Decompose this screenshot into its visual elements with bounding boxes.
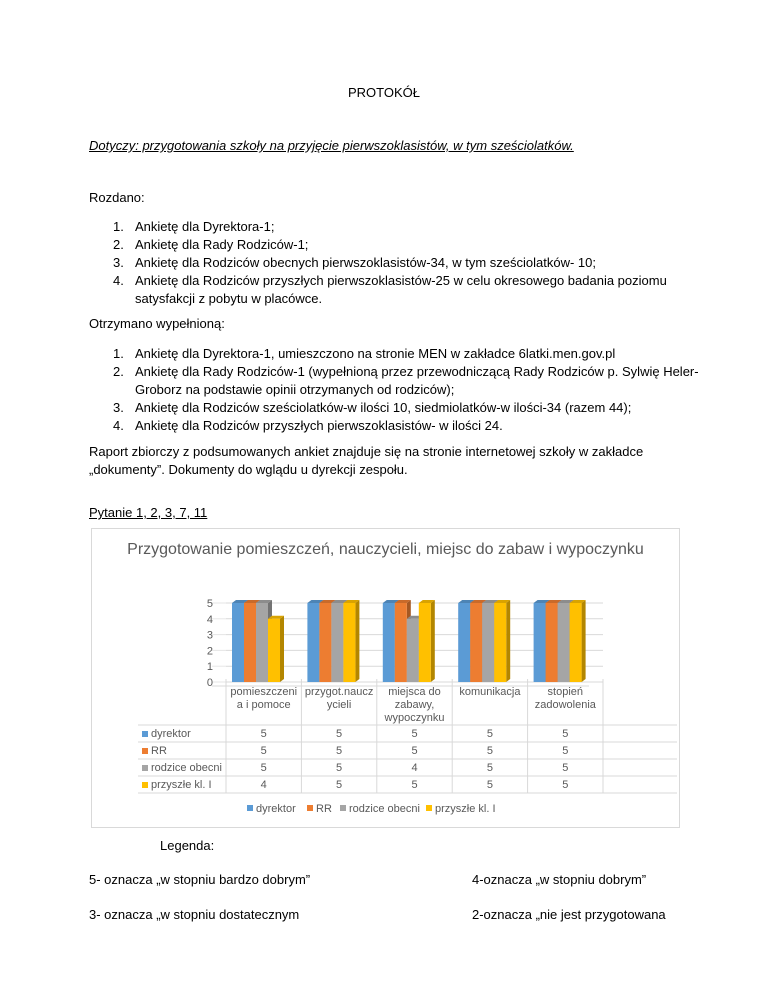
data-value: 5 [411, 779, 418, 791]
data-value: 4 [411, 762, 418, 774]
data-value: 5 [260, 728, 267, 740]
data-value: 5 [486, 745, 493, 757]
document-subject: Dotyczy: przygotowania szkoły na przyjęcie pierwszoklasistów, w tym sześciolatków. [89, 138, 574, 153]
list-item: 2. Ankietę dla Rady Rodziców-1; [113, 237, 309, 252]
legend-key [426, 805, 432, 811]
bar-przyszłe-kl.-i [268, 619, 280, 682]
list-item: 2. Ankietę dla Rady Rodziców-1 (wypełnioną przez przewodniczącą Rady Rodziców p. Sylwię Heler-Groborz na podstawie opinii otrzymanych od rodziców); [113, 364, 699, 397]
category-label: zabawy, [394, 699, 435, 711]
bar-side [431, 600, 435, 682]
table-legend-key [142, 748, 148, 754]
y-tick-label: 3 [206, 629, 213, 642]
category-label: a i pomoce [236, 699, 291, 711]
bar-rodzice-obecni [331, 603, 343, 682]
document-title: PROTOKÓŁ [347, 85, 420, 100]
category-label: zadowolenia [534, 699, 596, 711]
bar-rr [244, 603, 256, 682]
data-value: 5 [486, 728, 493, 740]
list-item: 3. Ankietę dla Rodziców sześciolatków-w ilości 10, siedmiolatków-w ilości-34 (razem 44); [113, 400, 632, 415]
bar-dyrektor [232, 603, 244, 682]
bar-rr [546, 603, 558, 682]
y-tick-label: 5 [206, 598, 213, 610]
list-item: 4. Ankietę dla Rodziców przyszłych pierwszoklasistów- w ilości 24. [113, 418, 503, 433]
legend-key [340, 805, 346, 811]
chart-title: Przygotowanie pomieszczeń, nauczycieli, miejsc do zabaw i wypoczynku [127, 541, 644, 558]
table-legend-key [142, 731, 148, 737]
legend-5: 5- oznacza „w stopniu bardzo dobrym” [89, 872, 311, 887]
data-value: 5 [336, 728, 343, 740]
bar-rodzice-obecni [256, 603, 268, 682]
table-series-label: rodzice obecni [151, 762, 222, 774]
data-value: 5 [260, 745, 267, 757]
data-value: 5 [562, 779, 569, 791]
data-value: 5 [486, 779, 493, 791]
chart-container [91, 528, 680, 828]
category-label: miejsca do [388, 686, 441, 698]
bar-dyrektor [458, 603, 470, 682]
data-value: 4 [260, 779, 267, 791]
bar-przyszłe-kl.-i [419, 603, 431, 682]
category-label: przygot.naucz [304, 686, 374, 698]
legend-label: RR [316, 803, 332, 815]
question-heading: Pytanie 1, 2, 3, 7, 11 [89, 505, 208, 520]
bar-przyszłe-kl.-i [570, 603, 582, 682]
data-value: 5 [562, 745, 569, 757]
legend-heading: Legenda: [160, 838, 215, 853]
bar-dyrektor [534, 603, 546, 682]
list-item: 4. Ankietę dla Rodziców przyszłych pierwszoklasistów-25 w celu okresowego badania poziomu satysfakcji z pobytu w placówce. [113, 273, 667, 306]
table-legend-key [142, 765, 148, 771]
category-label: wypoczynku [384, 712, 445, 724]
legend-3: 3- oznacza „w stopniu dostatecznym [89, 907, 300, 922]
data-value: 5 [562, 762, 569, 774]
bar-rodzice-obecni [482, 603, 494, 682]
y-tick-label: 2 [206, 645, 213, 658]
legend-key [307, 805, 313, 811]
received-list [89, 345, 725, 435]
legend-label: dyrektor [256, 803, 296, 815]
distributed-list [89, 218, 725, 308]
bar-rr [395, 603, 407, 682]
bar-side [582, 600, 586, 682]
legend-2: 2-oznacza „nie jest przygotowana [472, 907, 666, 922]
y-tick-label: 0 [206, 677, 213, 689]
category-label: komunikacja [459, 686, 521, 698]
category-label: pomieszczeni [230, 686, 298, 698]
legend-key [247, 805, 253, 811]
chart [92, 529, 679, 827]
table-series-label: RR [151, 745, 167, 757]
y-tick-label: 4 [206, 613, 213, 626]
bar-rodzice-obecni [558, 603, 570, 682]
bar-rr [470, 603, 482, 682]
data-value: 5 [336, 745, 343, 757]
list-item: 3. Ankietę dla Rodziców obecnych pierwszoklasistów-34, w tym sześciolatków- 10; [113, 255, 596, 270]
data-value: 5 [411, 728, 418, 740]
data-value: 5 [411, 745, 418, 757]
distributed-label: Rozdano: [89, 190, 145, 205]
table-series-label: dyrektor [151, 728, 191, 740]
category-label: ycieli [326, 699, 352, 711]
bar-side [506, 600, 510, 682]
data-value: 5 [336, 779, 343, 791]
data-value: 5 [486, 762, 493, 774]
bar-side [280, 616, 284, 682]
table-legend-key [142, 782, 148, 788]
bar-dyrektor [307, 603, 319, 682]
data-value: 5 [336, 762, 343, 774]
data-value: 5 [260, 762, 267, 774]
bar-przyszłe-kl.-i [343, 603, 355, 682]
bar-dyrektor [383, 603, 395, 682]
bar-rr [319, 603, 331, 682]
legend-4: 4-oznacza „w stopniu dobrym” [472, 872, 647, 887]
received-label: Otrzymano wypełnioną: [89, 316, 225, 331]
table-series-label: przyszłe kl. I [151, 779, 212, 791]
data-value: 5 [562, 728, 569, 740]
list-item: 1. Ankietę dla Dyrektora-1; [113, 219, 275, 234]
list-item: 1. Ankietę dla Dyrektora-1, umieszczono na stronie MEN w zakładce 6latki.men.gov.pl [113, 346, 616, 361]
legend-label: rodzice obecni [349, 803, 420, 815]
bar-przyszłe-kl.-i [494, 603, 506, 682]
report-paragraph: Raport zbiorczy z podsumowanych ankiet znajduje się na stronie internetowej szkoły w zakładce „dokumenty”. Dokumenty do wglądu u dyrekcji zespołu. [89, 444, 644, 477]
y-tick-label: 1 [206, 661, 213, 674]
category-label: stopień [547, 686, 584, 698]
bar-rodzice-obecni [407, 619, 419, 682]
bar-side [355, 600, 359, 682]
legend-label: przyszłe kl. I [435, 803, 496, 815]
